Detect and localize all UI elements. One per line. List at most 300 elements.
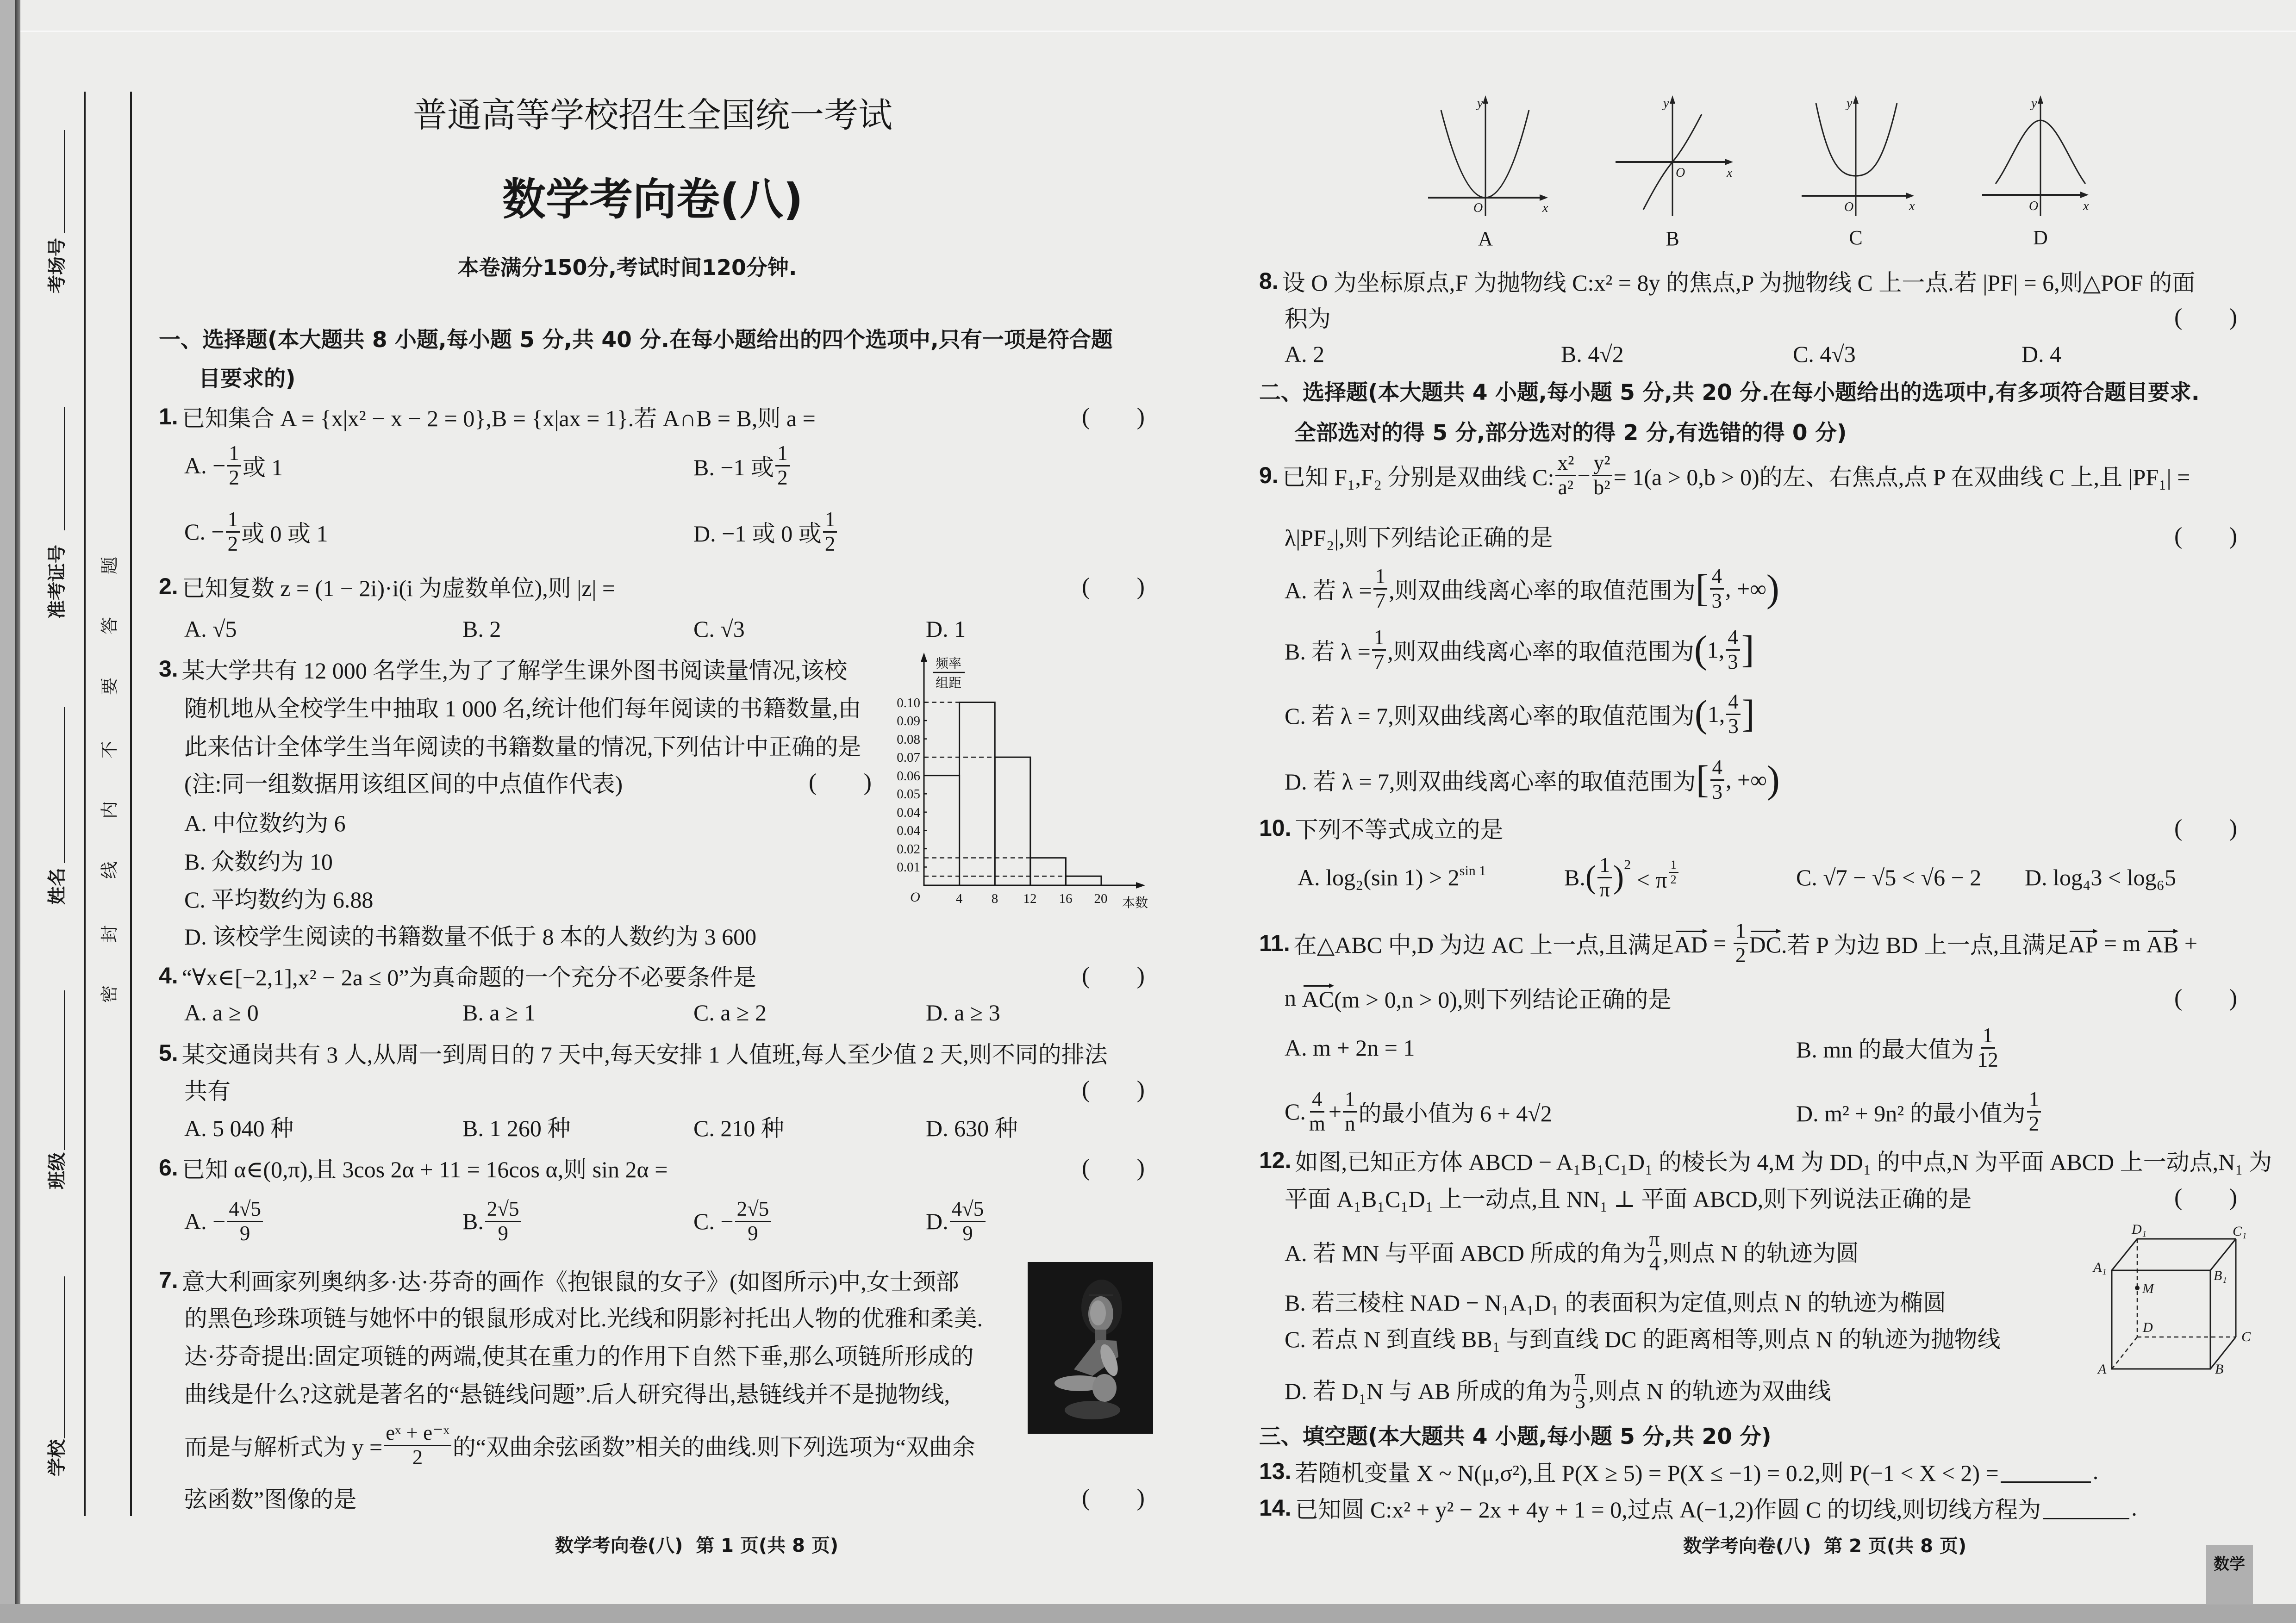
name-label: 姓名 (46, 868, 68, 905)
question-number: 11. (1259, 930, 1290, 956)
histogram-bar (924, 776, 960, 885)
option-c (1796, 861, 1981, 894)
option-text: , +∞ (1725, 576, 1766, 602)
question-9-stem (1259, 451, 2190, 499)
bracket-open: ( (1082, 962, 1090, 989)
option-b (462, 996, 536, 1029)
frac-num: 1 (227, 442, 241, 466)
section-heading-text: 三、填空题(本大题共 4 小题,每小题 5 分,共 20 分) (1259, 1424, 1772, 1449)
question-10-stem (1259, 812, 1504, 844)
exam-room-label: 考场号 (46, 238, 68, 293)
option-text: < π (1631, 867, 1667, 893)
question-number: 13. (1259, 1458, 1292, 1484)
frac-num: 4 (1710, 566, 1724, 590)
option-c (1793, 338, 1856, 370)
exponent-fraction (1669, 858, 1678, 886)
question-text: (m > 0,n > 0),则下列结论正确的是 (1334, 987, 1672, 1013)
option-d (2021, 338, 2061, 370)
fraction (227, 1198, 263, 1244)
question-number: 14. (1259, 1495, 1292, 1521)
y-tick-label: 0.08 (897, 732, 920, 747)
binding-rule-inner (130, 92, 132, 1516)
graph-b (1616, 95, 1733, 250)
bracket-open: ( (2174, 304, 2183, 330)
frac-den: 2 (2028, 1112, 2040, 1135)
interval-close-bracket: ) (1766, 567, 1779, 610)
option-text: B. 若 λ = (1285, 639, 1371, 665)
option-text: B. 1 260 种 (462, 1115, 571, 1141)
page-footer: 数学考向卷(八) 第 1 页(共 8 页) (555, 1535, 839, 1556)
x-axis-arrow-icon (1136, 882, 1145, 889)
period: . (2131, 1495, 2137, 1521)
question-text: 积为 (1285, 306, 1331, 332)
question-8-stem (1259, 265, 2195, 297)
answer-blank[interactable] (2001, 1460, 2091, 1483)
question-text: = m (2098, 930, 2146, 956)
option-c (693, 613, 745, 645)
y-axis-arrow-icon (921, 653, 927, 662)
seal-char: 密 (99, 985, 120, 1003)
histogram-bar (1030, 858, 1066, 885)
vector-ad: AD (1674, 928, 1708, 958)
page-footer: 数学考向卷(八) 第 2 页(共 8 页) (1683, 1536, 1967, 1557)
vertex-label: A (2098, 1362, 2107, 1377)
question-text: = 1(a > 0,b > 0)的左、右焦点,点 P 在双曲线 C 上,且 |PF₁| = (1613, 464, 2190, 490)
frac-den: 9 (498, 1221, 508, 1245)
section-heading-single-choice-cont (199, 361, 295, 393)
bracket-close: ) (1136, 403, 1145, 430)
fraction (1710, 757, 1725, 803)
axis-x-label: x (1727, 166, 1733, 180)
frac-num: 2√5 (485, 1198, 521, 1222)
origin-label: O (2029, 199, 2039, 213)
seal-char: 不 (99, 740, 120, 759)
option-b (1564, 853, 1680, 901)
answer-bracket[interactable] (1082, 1481, 1145, 1514)
frac-num: π (1573, 1366, 1587, 1390)
y-tick-label: 0.07 (897, 750, 920, 765)
question-text: 下列不等式成立的是 (1295, 817, 1504, 843)
fraction (2027, 1088, 2041, 1135)
option-a (184, 805, 346, 838)
question-8-stem-line (1285, 301, 1331, 333)
class-field-line[interactable] (64, 990, 65, 1150)
bracket-close: ) (1136, 1154, 1145, 1181)
option-a (1285, 1227, 1859, 1275)
option-a (184, 441, 283, 489)
option-text: A. − (184, 453, 226, 479)
graph-d (1982, 95, 2089, 249)
question-text: − (1577, 462, 1591, 488)
option-text: ,则双曲线离心率的取值范围为 (1389, 578, 1696, 603)
frac-num: 1 (226, 509, 240, 533)
frac-den: a² (1558, 475, 1574, 499)
question-6-stem (159, 1151, 668, 1184)
option-c (693, 1197, 772, 1245)
answer-blank[interactable] (2043, 1497, 2129, 1519)
axis-y-label: y (2031, 96, 2037, 111)
school-label: 学校 (46, 1439, 68, 1476)
option-text: + (1328, 1099, 1342, 1125)
option-d (1796, 1087, 2042, 1135)
frac-den: 4 (1649, 1251, 1660, 1275)
option-a (1298, 861, 1486, 894)
question-text: 随机地从全校学生中抽取 1 000 名,统计他们每年阅读的书籍数量,由 (184, 696, 861, 721)
histogram-plot (870, 648, 1167, 926)
option-text: D. log₄3 < log₆5 (2025, 864, 2176, 890)
frac-den: 2 (229, 466, 239, 489)
option-b (462, 1197, 523, 1245)
frac-num: 1 (1372, 627, 1386, 651)
option-text: D. −1 或 0 或 (693, 521, 822, 547)
option-c (693, 1110, 784, 1143)
frac-num: π (1647, 1228, 1662, 1252)
fraction (1647, 1228, 1662, 1275)
interval-open-bracket: [ (1696, 758, 1709, 801)
option-text: D. 1 (926, 616, 966, 642)
question-text: 某交通岗共有 3 人,从周一到周日的 7 天中,每天安排 1 人值班,每人至少值 2 天,则不同的排法 (181, 1042, 1108, 1068)
histogram-bar (1066, 876, 1101, 885)
frac-den: m (1309, 1112, 1325, 1135)
question-3-stem (159, 653, 847, 685)
option-text: A. a ≥ 0 (184, 1000, 259, 1026)
option-text: B. mn 的最大值为 (1796, 1037, 1974, 1063)
vertex-label: B₁ (2214, 1268, 2227, 1283)
option-text: C. a ≥ 2 (693, 1000, 767, 1026)
seal-char: 题 (99, 556, 120, 575)
answer-bracket[interactable] (809, 766, 872, 798)
axis-y-label: y (1663, 96, 1669, 111)
bracket-close: ) (2229, 304, 2237, 330)
frac-den: 2 (777, 466, 788, 489)
origin-label: O (910, 889, 920, 905)
cube-figure (2074, 1203, 2268, 1398)
answer-bracket[interactable] (1082, 570, 1145, 603)
graph-label: C (1849, 226, 1863, 249)
frac-num: 1 (1669, 858, 1678, 873)
bracket-open: ( (1082, 1484, 1090, 1511)
y-tick-label: 0.04 (897, 805, 920, 820)
question-4-stem (159, 959, 756, 992)
option-text: C. 210 种 (693, 1115, 784, 1141)
option-text: A. 2 (1285, 341, 1325, 367)
fraction (1734, 920, 1748, 966)
y-axis-arrow-icon (2038, 95, 2043, 104)
fraction (1307, 1088, 1327, 1135)
subject-tab (2206, 1545, 2253, 1604)
paper-note: 本卷满分150分,考试时间120分钟. (457, 255, 797, 280)
axis-y-label: y (1477, 96, 1483, 111)
frac-den: 3 (1728, 714, 1739, 738)
graph-label: D (2033, 226, 2048, 249)
bracket-open: ( (2174, 984, 2183, 1011)
vertex-label: C (2241, 1329, 2251, 1344)
frac-num: 4 (1726, 627, 1740, 651)
x-tick-label: 8 (991, 891, 998, 906)
bracket-close: ) (2229, 984, 2237, 1011)
exam-room-field-line[interactable] (64, 130, 65, 233)
fraction (1726, 627, 1740, 673)
option-text: A. log₂(sin 1) > 2 (1298, 864, 1460, 890)
question-text: 平面 A₁B₁C₁D₁ 上一动点,且 NN₁ ⊥ 平面 ABCD,则下列说法正确的是 (1285, 1186, 1972, 1212)
question-number: 9. (1259, 462, 1279, 488)
option-text: C. √3 (693, 616, 745, 642)
origin-label: O (1676, 166, 1685, 180)
exponent: sin 1 (1459, 863, 1486, 878)
frac-num: 1 (1373, 566, 1388, 590)
question-number: 6. (159, 1155, 178, 1181)
question-number: 7. (159, 1267, 178, 1293)
question-3-stem-line (184, 690, 861, 723)
option-text: D. m² + 9n² 的最小值为 (1796, 1101, 2026, 1126)
option-c (693, 996, 767, 1029)
option-text: A. 若 λ = (1285, 578, 1372, 603)
question-text: = (1707, 930, 1732, 956)
option-text: B. 若三棱柱 NAD − N₁A₁D₁ 的表面积为定值,则点 N 的轨迹为椭圆 (1285, 1290, 1947, 1316)
option-a (1285, 564, 1779, 612)
option-text: C. − (693, 1208, 734, 1234)
question-text: 在△ABC 中,D 为边 AC 上一点,且满足 (1293, 932, 1674, 958)
x-axis-arrow-icon (1906, 193, 1914, 199)
x-tick-label: 4 (955, 891, 963, 906)
question-text: 已知复数 z = (1 − 2i)·i(i 为虚数单位),则 |z| = (181, 575, 616, 601)
bracket-open: ( (2174, 522, 2183, 549)
vector-ap: AP (2068, 928, 2098, 958)
option-text: D. 4 (2021, 341, 2062, 367)
option-text: B. a ≥ 1 (462, 1000, 536, 1026)
bracket-close: ) (1136, 573, 1145, 600)
option-b (1561, 338, 1624, 370)
frac-den: 12 (1977, 1048, 1998, 1071)
section-heading-fill-blank (1259, 1418, 1772, 1451)
fraction (1372, 627, 1386, 673)
frac-den: 3 (1728, 650, 1738, 673)
question-text: 达·芬奇提出:固定项链的两端,使其在重力的作用下自然下垂,那么项链所形成的 (184, 1343, 974, 1369)
question-text: 已知集合 A = {x|x² − x − 2 = 0},B = {x|ax = 1}.若 A∩B = B,则 a = (181, 405, 816, 431)
option-d (926, 1110, 1018, 1143)
option-b (693, 441, 791, 489)
option-b (1796, 1023, 2002, 1071)
y-axis-arrow-icon (1670, 95, 1675, 104)
vertex-label: A₁ (2093, 1260, 2107, 1275)
scanner-bottom-band (0, 1604, 2296, 1623)
vertex-label: B (2215, 1362, 2224, 1377)
graph-label: B (1666, 227, 1679, 250)
name-field-line[interactable] (64, 707, 65, 863)
question-13 (1259, 1455, 2098, 1487)
frac-num: eˣ + e⁻ˣ (384, 1422, 451, 1446)
subject-tab-label: 数学 (2214, 1555, 2245, 1573)
option-text: D. 若 λ = 7,则双曲线离心率的取值范围为 (1285, 769, 1696, 795)
frac-den: 3 (1711, 589, 1722, 612)
question-text: + (2178, 930, 2198, 956)
option-c (1285, 690, 1755, 738)
scan-line (20, 31, 2296, 32)
option-a (184, 996, 259, 1029)
frac-den: 3 (1712, 780, 1723, 803)
question-text: 共有 (184, 1078, 231, 1104)
frac-num: 4 (1310, 1088, 1324, 1113)
option-d (2025, 861, 2176, 894)
option-b (184, 844, 333, 876)
option-text: 或 0 或 1 (241, 521, 328, 547)
answer-bracket[interactable] (2174, 812, 2237, 844)
question-3-note (184, 766, 623, 798)
option-c (1285, 1321, 2001, 1354)
option-text (1298, 864, 1486, 891)
answer-bracket[interactable] (1082, 1073, 1145, 1106)
option-text: B. −1 或 (693, 454, 774, 480)
option-d (1285, 1365, 1831, 1413)
question-5-stem-line (184, 1073, 231, 1106)
option-text: A. m + 2n = 1 (1285, 1035, 1415, 1061)
option-text: C. 若点 N 到直线 BB₁ 与到直线 DC 的距离相等,则点 N 的轨迹为抛物线 (1285, 1326, 2001, 1352)
section-heading-text: 一、选择题(本大题共 8 小题,每小题 5 分,共 40 分.在每小题给出的四个选项中,只有一项是符合题 (159, 327, 1113, 353)
seal-char: 封 (99, 925, 120, 943)
question-number: 2. (159, 573, 178, 599)
origin-label: O (1844, 200, 1854, 214)
fraction (226, 509, 240, 555)
option-d (926, 1197, 987, 1245)
question-text: 某大学共有 12 000 名学生,为了了解学生课外图书阅读量情况,该校 (181, 658, 848, 684)
y-tick-label: 0.04 (897, 823, 920, 838)
bracket-open: ( (1082, 1076, 1090, 1103)
fraction (1976, 1025, 2000, 1071)
option-text: 的最小值为 6 + 4√2 (1358, 1101, 1552, 1126)
admission-no-field-line[interactable] (64, 407, 65, 530)
option-text: C. √7 − √5 < √6 − 2 (1796, 864, 1982, 890)
fraction (950, 1198, 986, 1244)
interval-close-bracket: ] (1741, 692, 1755, 735)
frac-den: 7 (1375, 589, 1386, 612)
option-b (462, 1110, 570, 1143)
bracket-open: ( (1082, 573, 1090, 600)
section-heading-text: 目要求的) (199, 366, 296, 392)
option-c (184, 507, 328, 555)
fraction (1592, 452, 1612, 498)
option-text: D. a ≥ 3 (926, 1000, 1000, 1026)
bracket-close: ) (2229, 815, 2237, 841)
question-11-stem-line (1285, 982, 1672, 1014)
fraction (775, 442, 790, 489)
option-text: C. (1285, 1099, 1306, 1125)
x-axis-arrow-icon (1725, 159, 1733, 165)
bracket-close: ) (863, 769, 872, 796)
y-tick-label: 0.05 (897, 787, 920, 802)
frac-den: n (1345, 1112, 1355, 1135)
fraction (1597, 854, 1612, 901)
axis-x-label: x (2083, 199, 2089, 213)
option-text: , +∞ (1726, 767, 1767, 793)
frac-num: 2√5 (735, 1198, 771, 1222)
option-text: ,则点 N 的轨迹为双曲线 (1588, 1378, 1831, 1404)
option-text (1613, 857, 1667, 895)
answer-bracket[interactable] (1082, 1151, 1145, 1184)
fraction (227, 442, 241, 489)
answer-bracket[interactable] (1082, 400, 1145, 433)
answer-bracket[interactable] (2174, 982, 2237, 1014)
option-text: A. 5 040 种 (184, 1115, 294, 1141)
school-field-line[interactable] (64, 1276, 65, 1438)
option-d (1285, 755, 1780, 803)
question-7-stem-line (184, 1376, 950, 1409)
vertex-label: M (2142, 1281, 2154, 1296)
question-text: 若随机变量 X ~ N(μ,σ²),且 P(X ≥ 5) = P(X ≤ −1) = 0.2,则 P(−1 < X < 2) = (1295, 1460, 1999, 1486)
binding-rule-outer (84, 92, 86, 1516)
option-text: 1, (1707, 701, 1725, 727)
interval-open-bracket: ( (1694, 692, 1708, 735)
option-d (693, 507, 838, 555)
option-c (1285, 1087, 1552, 1135)
axis-y-label: y (1847, 96, 1853, 111)
bracket-close: ) (2229, 522, 2237, 549)
vertex-label: D₁ (2132, 1222, 2147, 1237)
question-text: 的黑色珍珠项链与她怀中的银鼠形成对比.光线和阴影衬托出人物的优雅和柔美. (184, 1306, 983, 1331)
option-text: B. (462, 1208, 484, 1234)
bracket-close: ) (1136, 962, 1145, 989)
question-text: n (1285, 985, 1302, 1011)
section-heading-single-choice (159, 322, 1113, 354)
answer-bracket[interactable] (2174, 520, 2237, 552)
graph-a (1428, 95, 1548, 250)
option-text: D. 630 种 (926, 1115, 1018, 1141)
option-a (184, 1110, 293, 1143)
question-text: 意大利画家列奥纳多·达·芬奇的画作《抱银鼠的女子》(如图所示)中,女士颈部 (181, 1269, 959, 1295)
option-b (1285, 625, 1754, 673)
bracket-close: ) (1136, 1484, 1145, 1511)
frac-num: 1 (1597, 854, 1612, 878)
question-text: “∀x∈[−2,1],x² − 2a ≤ 0”为真命题的一个充分不必要条件是 (181, 964, 756, 990)
vector-dc: DC (1749, 928, 1781, 958)
fraction (485, 1198, 521, 1244)
option-text: C. 平均数约为 6.88 (184, 887, 374, 913)
frac-num: y² (1592, 452, 1612, 476)
y-tick-label: 0.09 (897, 714, 920, 728)
class-label: 班级 (46, 1152, 68, 1189)
section-heading-text: 全部选对的得 5 分,部分选对的得 2 分,有选错的得 0 分) (1294, 420, 1847, 446)
option-d (926, 613, 966, 645)
y-tick-label: 0.02 (897, 842, 920, 857)
frac-num: 4√5 (227, 1198, 263, 1222)
x-tick-label: 16 (1059, 891, 1073, 906)
question-text: 弦函数”图像的是 (184, 1486, 357, 1512)
fraction (823, 509, 837, 555)
seal-char: 线 (99, 861, 120, 879)
paper-title: 数学考向卷(八) (502, 174, 803, 225)
scanner-edge (0, 0, 16, 1623)
frac-den: 9 (748, 1221, 758, 1245)
frac-num: x² (1555, 452, 1576, 476)
vector-ab: AB (2146, 928, 2178, 958)
question-text: 已知圆 C:x² + y² − 2x + 4y + 1 = 0,过点 A(−1,2)作圆 C 的切线,则切线方程为 (1295, 1497, 2041, 1523)
y-tick-label: 0.01 (897, 860, 920, 875)
option-a (1285, 1032, 1415, 1064)
question-text: 的“双曲余弦函数”相关的曲线.则下列选项为“双曲余 (452, 1434, 975, 1460)
question-5-stem (159, 1037, 1108, 1069)
answer-bracket[interactable] (2174, 301, 2237, 333)
option-a (1285, 338, 1324, 370)
open-paren: ( (1585, 859, 1597, 895)
option-text: ,则点 N 的轨迹为圆 (1663, 1240, 1859, 1266)
interval-open-bracket: ( (1694, 628, 1707, 671)
painting-image (1028, 1262, 1153, 1434)
frac-den: π (1599, 877, 1610, 901)
vertex-label: C₁ (2233, 1224, 2247, 1239)
answer-bracket[interactable] (1082, 959, 1145, 992)
frac-den: 2 (1670, 872, 1677, 886)
option-text: C. 4√3 (1793, 341, 1856, 367)
axis-x-label: x (1542, 201, 1548, 215)
